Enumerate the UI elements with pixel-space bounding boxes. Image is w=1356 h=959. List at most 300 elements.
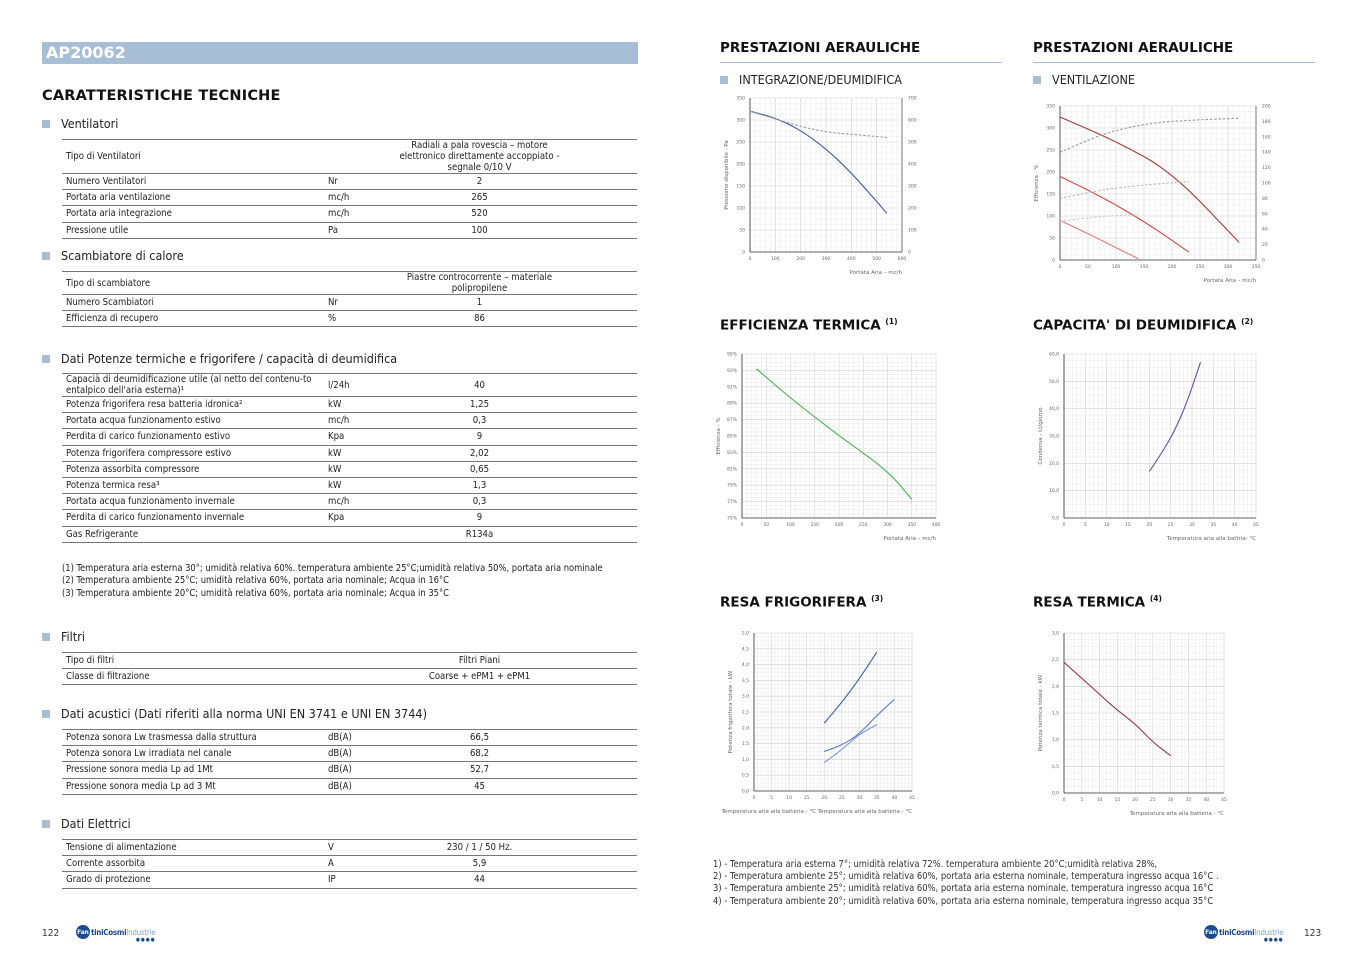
row-value: 1,25 xyxy=(388,397,637,413)
y2-tick-label: 500 xyxy=(908,140,917,146)
chart-note: 1) - Temperatura aria esterna 7°; umidità relativa 72%. temperatura ambiente 20°C;umidità relativa 28%, xyxy=(713,859,1158,870)
row-label: Portata acqua funzionamento estivo xyxy=(62,413,324,429)
y-tick-label: 0,0 xyxy=(741,789,749,795)
x-tick-label: 250 xyxy=(1195,265,1205,270)
row-unit: Nr xyxy=(324,295,388,311)
x-axis-label: Temperatura aria alla battria- °C xyxy=(1166,536,1256,542)
y-tick-label: 0,5 xyxy=(1051,764,1059,770)
row-label: Grado di protezione xyxy=(62,872,324,888)
x-tick-label: 200 xyxy=(796,257,805,262)
row-label: Portata aria integrazione xyxy=(62,206,324,222)
x-tick-label: 35 xyxy=(874,796,880,801)
x-tick-label: 15 xyxy=(1125,523,1131,528)
row-unit: l/24h xyxy=(324,374,388,397)
y-tick-label: 0,0 xyxy=(1051,791,1059,797)
chart-title: RESA FRIGORIFERA $^{(3)}$ xyxy=(720,594,884,611)
y-tick-label: 85% xyxy=(726,434,737,440)
table-row xyxy=(62,429,637,445)
x-tick-label: 50 xyxy=(763,523,770,528)
table-row xyxy=(62,190,637,206)
x-tick-label: 5 xyxy=(770,796,773,801)
x-tick-label: 25 xyxy=(1150,798,1156,803)
row-unit: mc/h xyxy=(324,413,388,429)
y2-tick-label: 20 xyxy=(1262,243,1268,249)
row-value: 1 xyxy=(388,295,637,311)
table-row xyxy=(62,374,637,397)
x-tick-label: 0 xyxy=(1062,523,1066,528)
chart-title: EFFICIENZA TERMICA $^{(1)}$ xyxy=(720,317,898,334)
y2-tick-label: 60 xyxy=(1262,212,1268,218)
row-unit: mc/h xyxy=(324,206,388,222)
y-tick-label: 87% xyxy=(726,418,737,424)
x-tick-label: 100 xyxy=(1111,265,1121,270)
x-tick-label: 20 xyxy=(1146,523,1153,528)
y2-tick-label: 160 xyxy=(1262,135,1271,141)
x-tick-label: 400 xyxy=(931,523,941,528)
table-row xyxy=(62,206,637,222)
x-tick-label: 600 xyxy=(897,257,907,262)
row-value: 68,2 xyxy=(388,746,637,762)
y-tick-label: 95% xyxy=(726,352,737,358)
row-value: Piastre controcorrente – materiale polipropilene xyxy=(388,272,637,295)
table-row xyxy=(62,222,637,238)
chart-integrazione xyxy=(716,92,956,287)
title-rule xyxy=(1033,62,1315,63)
page-number: 122 xyxy=(42,928,60,939)
footnote: (2) Temperatura ambiente 25°C; umidità relativa 60%, portata aria nominale; Acqua in 16°C xyxy=(62,575,450,587)
y2-tick-label: 200 xyxy=(1262,104,1271,110)
row-value: 100 xyxy=(388,222,637,238)
page-title: CARATTERISTICHE TECNICHE xyxy=(42,88,281,104)
row-value: Filtri Piani xyxy=(388,653,637,669)
y-tick-label: 100 xyxy=(1046,214,1055,220)
y-axis-label: Efficienza - % xyxy=(716,417,722,455)
logo-dots-icon: ●●●● xyxy=(136,937,156,943)
table-row xyxy=(62,669,637,685)
x-tick-label: 150 xyxy=(1139,265,1149,270)
x-tick-label: 10 xyxy=(1096,798,1103,803)
y-tick-label: 79% xyxy=(726,483,737,489)
x-tick-label: 350 xyxy=(1251,265,1261,270)
y-tick-label: 1,0 xyxy=(1051,738,1059,744)
row-unit: kW xyxy=(324,445,388,461)
x-axis-label: Temperatura aria alla batteria - °C xyxy=(1129,811,1224,817)
row-unit: Kpa xyxy=(324,510,388,526)
y2-tick-label: 40 xyxy=(1262,227,1268,233)
section-acustici: Dati acustici (Dati riferiti alla norma UNI EN 3741 e UNI EN 3744) xyxy=(42,706,427,721)
row-unit: dB(A) xyxy=(324,746,388,762)
x-tick-label: 20 xyxy=(1132,798,1138,803)
table-row xyxy=(62,653,637,669)
table-row xyxy=(62,174,637,190)
table-filtri xyxy=(62,652,637,685)
table-row xyxy=(62,746,637,762)
chart-deumidifica xyxy=(1030,348,1286,546)
row-label: Tipo di Ventilatori xyxy=(62,140,324,174)
y-tick-label: 150 xyxy=(736,184,745,190)
y-tick-label: 2,0 xyxy=(1051,684,1059,690)
chart-title: PRESTAZIONI AERAULICHE xyxy=(1033,40,1234,56)
bullet-square-icon xyxy=(42,252,50,260)
row-label: Potenza assorbita compressore xyxy=(62,461,324,477)
footnote: (3) Temperatura ambiente 20°C; umidità relativa 60%, portata aria nominale; Acqua in 35°C xyxy=(62,587,450,599)
table-row xyxy=(62,494,637,510)
x-tick-label: 300 xyxy=(1223,265,1233,270)
y-tick-label: 0 xyxy=(742,250,745,256)
row-value: Radiali a pala rovescia – motore elettronico direttamente accoppiato - segnale 0/10 V xyxy=(388,140,637,174)
chart-resa-frigorifera xyxy=(716,625,976,821)
row-unit: V xyxy=(324,840,388,856)
x-tick-label: 40 xyxy=(1203,798,1210,803)
table-ventilatori xyxy=(62,139,637,239)
table-potenze xyxy=(62,373,637,543)
row-value: 0,65 xyxy=(388,461,637,477)
section-scambiatore: Scambiatore di calore xyxy=(42,248,184,263)
row-value: 9 xyxy=(388,429,637,445)
y-tick-label: 5,0 xyxy=(741,631,749,637)
row-label: Tensione di alimentazione xyxy=(62,840,324,856)
x-tick-label: 250 xyxy=(858,523,868,528)
row-value: 0,3 xyxy=(388,413,637,429)
table-row xyxy=(62,445,637,461)
row-label: Classe di filtrazione xyxy=(62,669,324,685)
x-tick-label: 35 xyxy=(1210,523,1217,528)
row-value: 265 xyxy=(388,190,637,206)
row-label: Potenza frigorifera compressore estivo xyxy=(62,445,324,461)
x-tick-label: 25 xyxy=(838,796,845,801)
y-tick-label: 50 xyxy=(1049,236,1055,242)
brand-logo xyxy=(76,925,156,943)
y2-tick-label: 100 xyxy=(1262,181,1271,187)
x-tick-label: 40 xyxy=(891,796,898,801)
row-label: Potenza termica resa³ xyxy=(62,477,324,493)
row-unit: kW xyxy=(324,477,388,493)
x-tick-label: 300 xyxy=(883,523,892,528)
row-unit: dB(A) xyxy=(324,730,388,746)
x-tick-label: 5 xyxy=(1083,523,1087,528)
bullet-square-icon xyxy=(720,76,728,84)
x-tick-label: 0 xyxy=(740,523,744,528)
series-line-v2 xyxy=(1060,176,1189,252)
row-label: Potenza frigorifera resa batteria idronica² xyxy=(62,397,324,413)
row-label: Portata aria ventilazione xyxy=(62,190,324,206)
y-tick-label: 77% xyxy=(726,500,737,506)
table-row xyxy=(62,397,637,413)
section-potenze: Dati Potenze termiche e frigorifere / capacità di deumidifica xyxy=(42,351,397,366)
bullet-square-icon xyxy=(42,633,50,641)
y-axis-label: Potenza frigorifera totale - kW xyxy=(728,670,734,754)
y2-tick-label: 100 xyxy=(908,228,917,234)
row-value: 52,7 xyxy=(388,762,637,778)
y-tick-label: 0 xyxy=(1052,258,1055,264)
x-tick-label: 300 xyxy=(821,257,831,262)
y-axis-label: Efficienza - % xyxy=(1034,164,1040,202)
x-tick-label: 10 xyxy=(1103,523,1110,528)
bullet-square-icon xyxy=(42,120,50,128)
table-row xyxy=(62,762,637,778)
row-value: 66,5 xyxy=(388,730,637,746)
row-label: Efficienza di recupero xyxy=(62,311,324,327)
y-tick-label: 200 xyxy=(1046,170,1055,176)
y-tick-label: 3,0 xyxy=(741,694,749,700)
section-filtri: Filtri xyxy=(42,629,85,644)
row-label: Tipo di scambiatore xyxy=(62,272,324,295)
y2-tick-label: 80 xyxy=(1262,196,1268,202)
page-number: 123 xyxy=(1304,928,1322,939)
bullet-square-icon xyxy=(42,820,50,828)
logo-disc: Fan xyxy=(76,925,90,939)
y-axis-label: Pressione disponibile - Pa xyxy=(724,140,730,210)
x-tick-label: 15 xyxy=(1114,798,1121,803)
row-unit: IP xyxy=(324,872,388,888)
y-tick-label: 150 xyxy=(1046,192,1055,198)
row-value: 86 xyxy=(388,311,637,327)
chart-resa-termica xyxy=(1030,625,1286,821)
x-tick-label: 10 xyxy=(786,796,792,801)
x-tick-label: 0 xyxy=(752,796,756,801)
row-value: 2,02 xyxy=(388,445,637,461)
chart-subtitle: VENTILAZIONE xyxy=(1033,72,1135,87)
row-label: Portata acqua funzionamento invernale xyxy=(62,494,324,510)
row-label: Tipo di filtri xyxy=(62,653,324,669)
row-unit: Kpa xyxy=(324,429,388,445)
x-tick-label: 40 xyxy=(1231,523,1238,528)
y-tick-label: 250 xyxy=(736,140,745,146)
y-axis-label: Condensa - Lt/giorno xyxy=(1038,407,1044,465)
row-label: Pressione sonora media Lp ad 3 Mt xyxy=(62,778,324,794)
y-tick-label: 50,0 xyxy=(1048,379,1059,385)
x-tick-label: 30 xyxy=(856,796,863,801)
table-row xyxy=(62,311,637,327)
footnotes xyxy=(62,563,603,600)
row-unit: dB(A) xyxy=(324,762,388,778)
x-tick-label: 30 xyxy=(1167,798,1174,803)
table-row xyxy=(62,856,637,872)
table-row xyxy=(62,413,637,429)
x-axis-label: Portata Aria – mc/h xyxy=(883,536,936,542)
x-tick-label: 400 xyxy=(847,257,856,262)
row-unit xyxy=(324,653,388,669)
row-label: Gas Refrigerante xyxy=(62,526,324,542)
chart-title: CAPACITA' DI DEUMIDIFICA $^{(2)}$ xyxy=(1033,317,1254,334)
right-page xyxy=(678,0,1356,959)
bullet-square-icon xyxy=(42,355,50,363)
row-unit: A xyxy=(324,856,388,872)
bullet-square-icon xyxy=(42,710,50,718)
x-tick-label: 45 xyxy=(909,796,915,801)
row-label: Potenza sonora Lw trasmessa dalla struttura xyxy=(62,730,324,746)
x-tick-label: 0 xyxy=(1058,265,1062,270)
chart-title: RESA TERMICA $^{(4)}$ xyxy=(1033,594,1162,611)
y-tick-label: 2,5 xyxy=(1051,658,1059,664)
table-row xyxy=(62,730,637,746)
row-value: 230 / 1 / 50 Hz. xyxy=(388,840,637,856)
title-rule xyxy=(720,62,1002,63)
row-value: 520 xyxy=(388,206,637,222)
y2-tick-label: 0 xyxy=(1262,258,1265,264)
row-label: Numero Scambiatori xyxy=(62,295,324,311)
row-label: Perdita di carico funzionamento estivo xyxy=(62,429,324,445)
y-tick-label: 350 xyxy=(736,96,745,102)
y-tick-label: 0,5 xyxy=(741,773,749,779)
x-tick-label: 350 xyxy=(907,523,917,528)
y-tick-label: 0,0 xyxy=(1051,516,1059,522)
y2-tick-label: 180 xyxy=(1262,119,1271,125)
y-tick-label: 300 xyxy=(1046,126,1055,132)
row-label: Perdita di carico funzionamento invernale xyxy=(62,510,324,526)
table-row xyxy=(62,477,637,493)
brand-logo xyxy=(1204,925,1284,943)
chart-ventilazione xyxy=(1030,100,1286,287)
y-tick-label: 1,5 xyxy=(741,742,749,748)
chart-note: 2) - Temperatura ambiente 25°; umidità relativa 60%, portata aria esterna nominale, temperatura ingresso acqua 16°C . xyxy=(713,871,1219,883)
model-code: AP20062 xyxy=(42,42,638,64)
y-tick-label: 89% xyxy=(726,401,737,407)
y-tick-label: 75% xyxy=(726,516,737,522)
row-value: 2 xyxy=(388,174,637,190)
chart-subtitle: INTEGRAZIONE/DEUMIDIFICA xyxy=(720,72,902,87)
row-unit: mc/h xyxy=(324,494,388,510)
x-tick-label: 35 xyxy=(1185,798,1192,803)
row-value: 5,9 xyxy=(388,856,637,872)
row-unit: mc/h xyxy=(324,190,388,206)
x-tick-label: 200 xyxy=(834,523,844,528)
y-axis-label: Potenza termica totale - kW xyxy=(1038,674,1044,752)
y-tick-label: 3,0 xyxy=(1051,631,1059,637)
x-tick-label: 100 xyxy=(786,523,795,528)
x-axis-label: Temperatura aria alla batteria - °C Temperatura aria alla batteria - °C xyxy=(721,809,912,815)
row-unit xyxy=(324,272,388,295)
series-line-alta xyxy=(824,652,877,723)
row-label: Pressione sonora media Lp ad 1Mt xyxy=(62,762,324,778)
row-label: Numero Ventilatori xyxy=(62,174,324,190)
y2-tick-label: 0 xyxy=(908,250,911,256)
y-tick-label: 91% xyxy=(726,385,737,391)
chart-note: 3) - Temperatura ambiente 25°; umidità relativa 60%, portata aria esterna nominale, temperatura ingresso acqua 16°C xyxy=(713,883,1214,895)
row-unit: kW xyxy=(324,461,388,477)
row-unit: % xyxy=(324,311,388,327)
row-unit xyxy=(324,140,388,174)
row-label: Potenza sonora Lw irradiata nel canale xyxy=(62,746,324,762)
row-label: Corrente assorbita xyxy=(62,856,324,872)
x-tick-label: 100 xyxy=(771,257,780,262)
row-value: R134a xyxy=(388,526,637,542)
section-ventilatori: Ventilatori xyxy=(42,116,118,131)
x-tick-label: 45 xyxy=(1221,798,1227,803)
y2-tick-label: 300 xyxy=(908,184,917,190)
y-tick-label: 50 xyxy=(739,228,745,234)
y-tick-label: 350 xyxy=(1046,104,1055,110)
y-tick-label: 1,0 xyxy=(741,757,749,763)
chart-notes xyxy=(713,859,1219,908)
y-tick-label: 250 xyxy=(1046,148,1055,154)
footnote: (1) Temperatura aria esterna 30°; umidità relativa 60%. temperatura ambiente 25°C;umidità relativa 50%, portata aria nominale xyxy=(62,563,603,574)
y-tick-label: 300 xyxy=(736,118,745,124)
x-tick-label: 15 xyxy=(803,796,810,801)
table-row xyxy=(62,526,637,542)
table-row xyxy=(62,295,637,311)
table-scambiatore xyxy=(62,271,637,327)
x-tick-label: 200 xyxy=(1167,265,1177,270)
y-tick-label: 200 xyxy=(736,162,745,168)
table-row xyxy=(62,272,637,295)
y2-tick-label: 700 xyxy=(908,96,917,102)
x-axis-label: Portata Aria – mc/h xyxy=(1203,278,1256,284)
y2-tick-label: 120 xyxy=(1262,166,1271,172)
x-tick-label: 0 xyxy=(1062,798,1066,803)
y-tick-label: 4,5 xyxy=(741,647,749,653)
table-acustici xyxy=(62,729,637,795)
x-tick-label: 20 xyxy=(821,796,828,801)
table-row xyxy=(62,510,637,526)
y-tick-label: 100 xyxy=(736,206,745,212)
table-elettrici xyxy=(62,839,637,889)
table-row xyxy=(62,872,637,888)
y-tick-label: 30,0 xyxy=(1048,434,1059,440)
x-tick-label: 45 xyxy=(1253,523,1259,528)
row-value: 45 xyxy=(388,778,637,794)
row-value: Coarse + ePM1 + ePM1 xyxy=(388,669,637,685)
x-tick-label: 0 xyxy=(748,257,752,262)
series-line-p2 xyxy=(1060,182,1189,199)
x-tick-label: 150 xyxy=(810,523,820,528)
y-tick-label: 4,0 xyxy=(741,663,749,669)
table-row xyxy=(62,840,637,856)
y-tick-label: 83% xyxy=(726,450,737,456)
x-tick-label: 50 xyxy=(1085,265,1091,270)
row-unit: dB(A) xyxy=(324,778,388,794)
y2-tick-label: 200 xyxy=(908,206,917,212)
brand-name: tiniCosmi xyxy=(1219,927,1255,937)
y2-tick-label: 400 xyxy=(908,162,917,168)
row-value: 9 xyxy=(388,510,637,526)
row-unit: Nr xyxy=(324,174,388,190)
y-tick-label: 60,0 xyxy=(1048,352,1059,358)
x-tick-label: 5 xyxy=(1080,798,1084,803)
y-tick-label: 93% xyxy=(726,368,737,374)
brand-name: tiniCosmi xyxy=(91,927,127,937)
y2-tick-label: 600 xyxy=(908,118,917,124)
y-tick-label: 3,5 xyxy=(741,678,749,684)
row-unit: kW xyxy=(324,397,388,413)
y-tick-label: 40,0 xyxy=(1048,407,1059,413)
row-unit: Pa xyxy=(324,222,388,238)
row-value: 44 xyxy=(388,872,637,888)
y-tick-label: 20,0 xyxy=(1048,461,1059,467)
row-value: 1,3 xyxy=(388,477,637,493)
brand-suffix: Industrie xyxy=(126,927,156,937)
y-tick-label: 81% xyxy=(726,467,737,473)
x-axis-label: Portata Aria – mc/h xyxy=(849,270,902,276)
x-tick-label: 500 xyxy=(872,257,881,262)
logo-dots-icon: ●●●● xyxy=(1264,937,1284,943)
row-unit xyxy=(324,526,388,542)
row-value: 40 xyxy=(388,374,637,397)
chart-efficienza-termica xyxy=(716,348,956,546)
row-label: Pressione utile xyxy=(62,222,324,238)
x-tick-label: 25 xyxy=(1167,523,1174,528)
chart-note: 4) - Temperatura ambiente 20°; umidità relativa 60%, portata aria esterna nominale, temperatura ingresso acqua 35°C xyxy=(713,895,1214,907)
y2-tick-label: 140 xyxy=(1262,150,1271,156)
x-tick-label: 30 xyxy=(1189,523,1195,528)
table-row xyxy=(62,778,637,794)
y-tick-label: 10,0 xyxy=(1048,489,1059,495)
row-label: Capacià di deumidificazione utile (al netto del contenu-to entalpico dell'aria esterna)¹ xyxy=(62,374,324,397)
table-row xyxy=(62,140,637,174)
row-unit xyxy=(324,669,388,685)
y-tick-label: 2,0 xyxy=(741,726,749,732)
y-tick-label: 1,5 xyxy=(1051,711,1059,717)
